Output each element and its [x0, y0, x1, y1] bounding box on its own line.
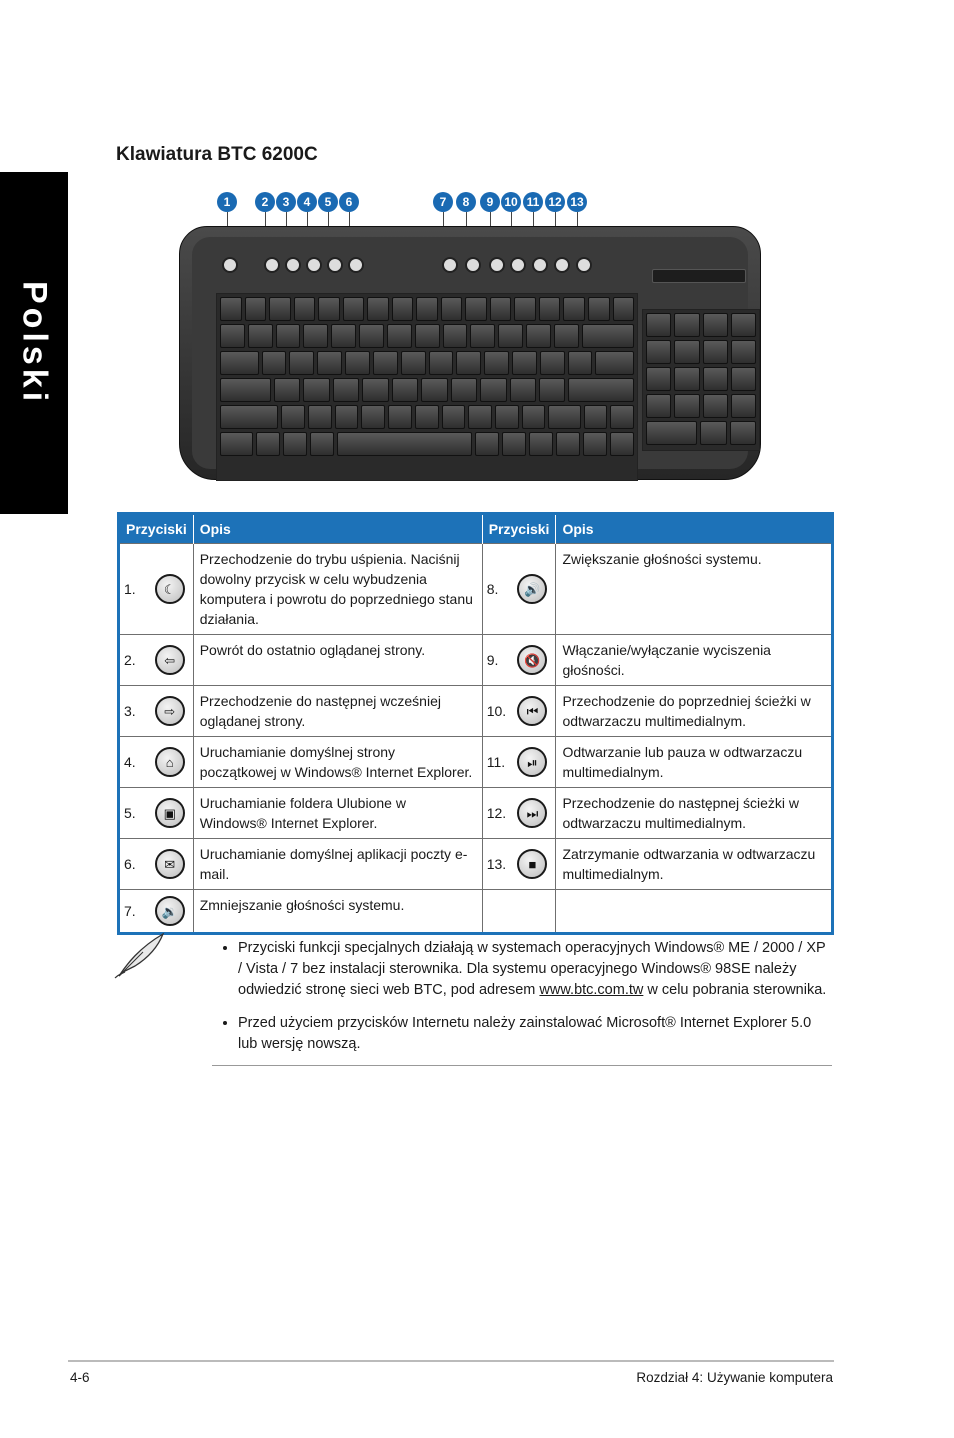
multimedia-key-2: [264, 257, 280, 273]
callout-8: 8: [456, 192, 476, 212]
description-cell: Przechodzenie do następnej wcześniej oglądanej strony.: [193, 686, 482, 737]
callout-6: 6: [339, 192, 359, 212]
button-number: 3.: [124, 703, 136, 719]
forward-arrow-icon: [155, 696, 185, 726]
button-cell: [482, 686, 556, 737]
favorites-folder-icon: [155, 798, 185, 828]
callout-9: 9: [480, 192, 500, 212]
button-cell: [119, 544, 194, 635]
note-text-end: w celu pobrania sterownika.: [643, 982, 827, 998]
callout-5: 5: [318, 192, 338, 212]
icon-glyph: ⏭: [526, 805, 539, 821]
icon-glyph: 🔊: [524, 581, 541, 597]
notes-divider: [212, 1065, 832, 1066]
language-label: Polski: [15, 280, 54, 406]
description-cell: Przechodzenie do następnej ścieżki w odtwarzaczu multimedialnym.: [556, 788, 833, 839]
icon-glyph: 🔇: [524, 652, 541, 668]
keys-description-table: [117, 512, 834, 935]
button-cell: [482, 890, 556, 934]
icon-glyph: ⇦: [164, 652, 176, 668]
callout-7: 7: [433, 192, 453, 212]
section-title: Klawiatura BTC 6200C: [116, 144, 318, 165]
icon-glyph: ■: [528, 856, 537, 872]
main-key-block: [216, 293, 638, 481]
description-cell: [556, 890, 833, 934]
callout-10: 10: [501, 192, 521, 212]
header-buttons-2: Przyciski: [482, 514, 556, 544]
moon-icon: [155, 574, 185, 604]
callout-3: 3: [276, 192, 296, 212]
numeric-keypad: [642, 309, 760, 451]
mute-icon: [517, 645, 547, 675]
multimedia-key-4: [306, 257, 322, 273]
button-number: 2.: [124, 652, 136, 668]
button-cell: [119, 635, 194, 686]
button-number: 13.: [486, 856, 507, 872]
table-row: [119, 635, 833, 686]
icon-glyph: ⌂: [165, 754, 174, 770]
table-row: [119, 839, 833, 890]
description-cell: Zmniejszanie głośności systemu.: [193, 890, 482, 934]
description-cell: Zatrzymanie odtwarzania w odtwarzaczu multimedialnym.: [556, 839, 833, 890]
description-cell: Przechodzenie do poprzedniej ścieżki w odtwarzaczu multimedialnym.: [556, 686, 833, 737]
description-cell: Przechodzenie do trybu uśpienia. Naciśnij dowolny przycisk w celu wybudzenia komputera i powrotu do poprzedniego stanu działania.: [193, 544, 482, 635]
description-cell: Powrót do ostatnio oglądanej strony.: [193, 635, 482, 686]
description-cell: Odtwarzanie lub pauza w odtwarzaczu multimedialnym.: [556, 737, 833, 788]
page-number: 4-6: [70, 1370, 90, 1385]
button-number: 12.: [486, 805, 507, 821]
multimedia-key-5: [327, 257, 343, 273]
keyboard-inner: [192, 237, 748, 469]
button-cell: [482, 544, 556, 635]
previous-track-icon: [517, 696, 547, 726]
button-cell: [119, 839, 194, 890]
button-number: 1.: [124, 581, 136, 597]
icon-glyph: 🔉: [161, 903, 178, 919]
led-indicator-panel: [652, 269, 746, 283]
multimedia-key-6: [348, 257, 364, 273]
button-number: 7.: [124, 903, 136, 919]
description-cell: Zwiększanie głośności systemu.: [556, 544, 833, 635]
table-row: [119, 544, 833, 635]
icon-glyph: ⏯: [527, 754, 538, 770]
multimedia-key-13: [576, 257, 592, 273]
table-row: [119, 686, 833, 737]
button-cell: [119, 890, 194, 934]
multimedia-key-3: [285, 257, 301, 273]
icon-glyph: ▣: [163, 805, 176, 821]
table-header-row: [119, 514, 833, 544]
icon-glyph: ✉: [164, 856, 176, 872]
multimedia-key-12: [554, 257, 570, 273]
header-description-1: Opis: [193, 514, 482, 544]
home-icon: [155, 747, 185, 777]
button-cell: [482, 788, 556, 839]
header-description-2: Opis: [556, 514, 833, 544]
button-number: 10.: [486, 703, 507, 719]
next-track-icon: [517, 798, 547, 828]
button-number: 11.: [486, 754, 506, 770]
play-pause-icon: [517, 747, 547, 777]
button-number: 9.: [486, 652, 499, 668]
note-item-drivers: [238, 938, 832, 1001]
button-cell: [119, 788, 194, 839]
description-cell: Uruchamianie domyślnej aplikacji poczty e-mail.: [193, 839, 482, 890]
email-icon: [155, 849, 185, 879]
multimedia-key-11: [532, 257, 548, 273]
stop-icon: [517, 849, 547, 879]
callout-1: 1: [217, 192, 237, 212]
note-item-internet-explorer: • Przed użyciem przycisków Internetu należy zainstalować Microsoft® Internet Explorer 5.0 lub wersję nowszą.: [238, 1013, 832, 1055]
button-cell: [119, 737, 194, 788]
callout-12: 12: [545, 192, 565, 212]
notes-list: [212, 938, 832, 1067]
table-row: [119, 788, 833, 839]
button-number: 5.: [124, 805, 136, 821]
multimedia-key-7: [442, 257, 458, 273]
callout-11: 11: [523, 192, 543, 212]
icon-glyph: ⇨: [164, 703, 176, 719]
button-cell: [482, 737, 556, 788]
button-number: 6.: [124, 856, 136, 872]
back-arrow-icon: [155, 645, 185, 675]
btc-website-link[interactable]: www.btc.com.tw: [539, 982, 644, 998]
note-text: Przyciski funkcji specjalnych działają w systemach operacyjnych Windows® ME / 2000 / XP / Vista / 7 bez instalacji sterownika. Dla systemu operacyjnego Windows® 98SE należy odwiedzić stronę sieci web BTC, pod adresem: [238, 940, 826, 998]
button-cell: [119, 686, 194, 737]
multimedia-key-8: [465, 257, 481, 273]
keyboard-illustration: [175, 186, 761, 482]
multimedia-key-1: [222, 257, 238, 273]
multimedia-key-9: [489, 257, 505, 273]
description-cell: Uruchamianie foldera Ulubione w Windows® Internet Explorer.: [193, 788, 482, 839]
table-row: [119, 737, 833, 788]
header-buttons-1: Przyciski: [119, 514, 194, 544]
description-cell: Uruchamianie domyślnej strony początkowej w Windows® Internet Explorer.: [193, 737, 482, 788]
keyboard-body: [179, 226, 761, 480]
callout-13: 13: [567, 192, 587, 212]
callout-2: 2: [255, 192, 275, 212]
language-side-tab: [0, 172, 68, 514]
multimedia-key-10: [510, 257, 526, 273]
button-cell: [482, 839, 556, 890]
button-number: 8.: [486, 581, 499, 597]
volume-up-icon: [517, 574, 547, 604]
description-cell: Włączanie/wyłączanie wyciszenia głośności.: [556, 635, 833, 686]
footer-divider: [68, 1360, 834, 1362]
callout-4: 4: [297, 192, 317, 212]
button-number: 4.: [124, 754, 136, 770]
table-row: [119, 890, 833, 934]
volume-down-icon: [155, 896, 185, 926]
icon-glyph: ⏮: [526, 703, 539, 719]
button-cell: [482, 635, 556, 686]
note-quill-icon: [113, 930, 169, 980]
chapter-title: Rozdział 4: Używanie komputera: [636, 1370, 833, 1385]
icon-glyph: ☾: [163, 581, 176, 597]
